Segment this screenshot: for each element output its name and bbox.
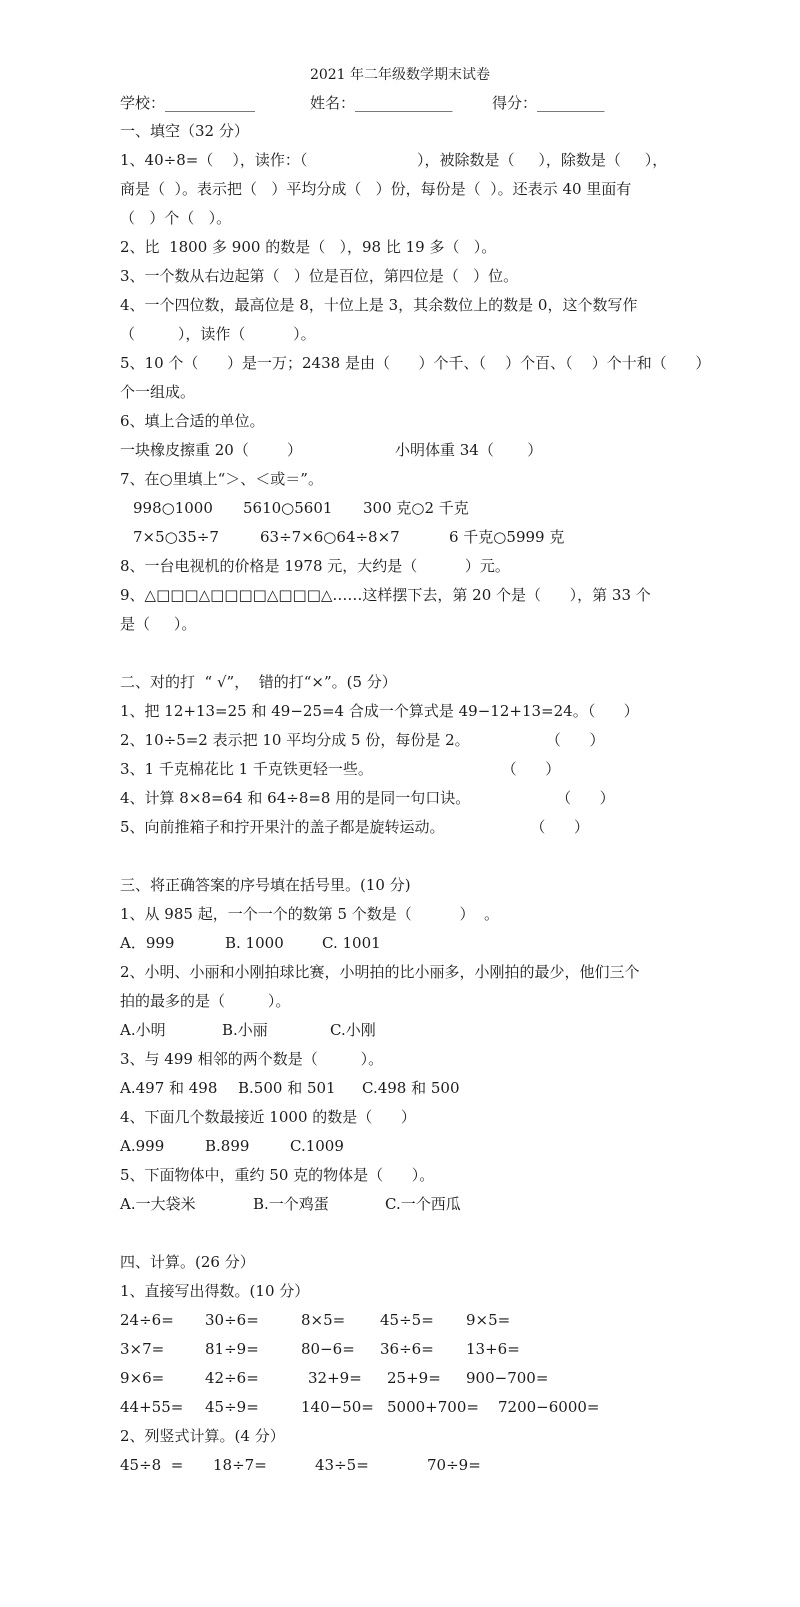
option: B.500 和 501 [238, 1079, 336, 1097]
calc-item: 81÷9= [205, 1340, 259, 1358]
question-line: （ ），读作（ ）。 [120, 325, 316, 343]
option: A．999 [120, 934, 175, 952]
calc-item: 42÷6= [205, 1369, 259, 1387]
question-line: 4、下面几个数最接近 1000 的数是（ ） [120, 1108, 416, 1126]
calc-item: 3×7= [120, 1340, 165, 1358]
question-line: 2、比 1800 多 900 的数是（ ），98 比 19 多（ ）。 [120, 238, 497, 256]
vertical-calc-item: 18÷7= [213, 1456, 267, 1474]
true-false-item: 4、计算 8×8=64 和 64÷8=8 用的是同一句口诀。 （ ） [120, 789, 615, 807]
question-line: 小明体重 34（ ） [395, 441, 543, 459]
option: C.一个西瓜 [385, 1195, 461, 1213]
calc-item: 32+9= [308, 1369, 362, 1387]
question-line: （ ）个（ ）。 [120, 209, 232, 227]
calc-item: 140−50= [301, 1398, 374, 1416]
question-line: 商是（ ）。表示把（ ）平均分成（ ）份，每份是（ ）。还表示 40 里面有 [120, 180, 632, 198]
question-line: 2、小明、小丽和小刚拍球比赛，小明拍的比小丽多，小刚拍的最少，他们三个 [120, 963, 640, 981]
question-line: 1、40÷8=（ ），读作：（ ），被除数是（ ），除数是（ ）， [120, 151, 668, 169]
question-line: 3、与 499 相邻的两个数是（ ）。 [120, 1050, 384, 1068]
calc-item: 45÷9= [205, 1398, 259, 1416]
option: C.498 和 500 [362, 1079, 460, 1097]
question-line: 4、一个四位数，最高位是 8，十位上是 3，其余数位上的数是 0，这个数写作 [120, 296, 638, 314]
calc-item: 900−700= [466, 1369, 549, 1387]
calc-item: 24÷6= [120, 1311, 174, 1329]
compare-item: 5610○5601 [243, 499, 333, 517]
calc-item: 80−6= [301, 1340, 355, 1358]
vertical-calc-item: 43÷5= [315, 1456, 369, 1474]
option: A.999 [120, 1137, 165, 1155]
section3-heading: 三、将正确答案的序号填在括号里。(10 分) [120, 876, 411, 894]
compare-item: 7×5○35÷7 [133, 528, 219, 546]
true-false-item: 2、10÷5=2 表示把 10 平均分成 5 份，每份是 2。 （ ） [120, 731, 605, 749]
option: B.899 [205, 1137, 250, 1155]
name-field: 姓名：_____________ [310, 94, 453, 112]
calc-item: 44+55= [120, 1398, 184, 1416]
calc-item: 9×5= [466, 1311, 511, 1329]
calc-item: 5000+700= [387, 1398, 479, 1416]
section4-heading: 四、计算。(26 分） [120, 1253, 255, 1271]
question-line: 5、下面物体中，重约 50 克的物体是（ ）。 [120, 1166, 435, 1184]
question-line: 6、填上合适的单位。 [120, 412, 265, 430]
calc-item: 36÷6= [380, 1340, 434, 1358]
question-line: 9、△□□□△□□□□△□□□△……这样摆下去，第 20 个是（ ），第 33 个 [120, 586, 651, 604]
calc-item: 45÷5= [380, 1311, 434, 1329]
true-false-item: 3、1 千克棉花比 1 千克铁更轻一些。 （ ） [120, 760, 561, 778]
score-field: 得分：_________ [492, 94, 605, 112]
compare-item: 6 千克○5999 克 [449, 528, 565, 546]
section1-heading: 一、填空（32 分） [120, 122, 249, 140]
option: A.497 和 498 [120, 1079, 218, 1097]
question-line: 3、一个数从右边起第（ ）位是百位，第四位是（ ）位。 [120, 267, 519, 285]
page-title: 2021 年二年级数学期末试卷 [309, 67, 491, 83]
question-line: 1、从 985 起，一个一个的数第 5 个数是（ ） 。 [120, 905, 500, 923]
section2-heading: 二、对的打 “ √”， 错的打“×”。(5 分） [120, 673, 397, 691]
true-false-item: 1、把 12+13=25 和 49−25=4 合成一个算式是 49−12+13=24。（ ） [120, 702, 639, 720]
compare-item: 63÷7×6○64÷8×7 [260, 528, 400, 546]
question-line: 个一组成。 [120, 383, 196, 401]
question-line: 拍的最多的是（ ）。 [120, 992, 291, 1010]
option: C. 1001 [322, 934, 381, 952]
option: B.一个鸡蛋 [253, 1195, 329, 1213]
option: C.小刚 [330, 1021, 376, 1039]
calc-item: 30÷6= [205, 1311, 259, 1329]
school-field: 学校：____________ [120, 94, 256, 112]
calc-item: 9×6= [120, 1369, 165, 1387]
question-line: 8、一台电视机的价格是 1978 元，大约是（ ）元。 [120, 557, 510, 575]
calc-item: 25+9= [387, 1369, 441, 1387]
option: B. 1000 [225, 934, 284, 952]
subsection-heading: 1、直接写出得数。(10 分） [120, 1282, 310, 1300]
true-false-item: 5、向前推箱子和拧开果汁的盖子都是旋转运动。 （ ） [120, 818, 589, 836]
question-line: 是（ ）。 [120, 615, 197, 633]
vertical-calc-item: 70÷9= [427, 1456, 481, 1474]
compare-item: 300 克○2 千克 [363, 499, 469, 517]
option: B.小丽 [222, 1021, 268, 1039]
option: A.小明 [120, 1021, 166, 1039]
calc-item: 13+6= [466, 1340, 520, 1358]
subsection-heading: 2、列竖式计算。(4 分） [120, 1427, 285, 1445]
calc-item: 8×5= [301, 1311, 346, 1329]
compare-item: 998○1000 [133, 499, 213, 517]
option: C.1009 [290, 1137, 344, 1155]
option: A.一大袋米 [120, 1195, 196, 1213]
calc-item: 7200−6000= [498, 1398, 600, 1416]
question-line: 5、10 个（ ）是一万；2438 是由（ ）个千、（ ）个百、（ ）个十和（ ） [120, 354, 711, 372]
question-line: 一块橡皮擦重 20（ ） [120, 441, 303, 459]
question-line: 7、在○里填上“＞、＜或＝”。 [120, 470, 323, 488]
vertical-calc-item: 45÷8 = [120, 1456, 184, 1474]
